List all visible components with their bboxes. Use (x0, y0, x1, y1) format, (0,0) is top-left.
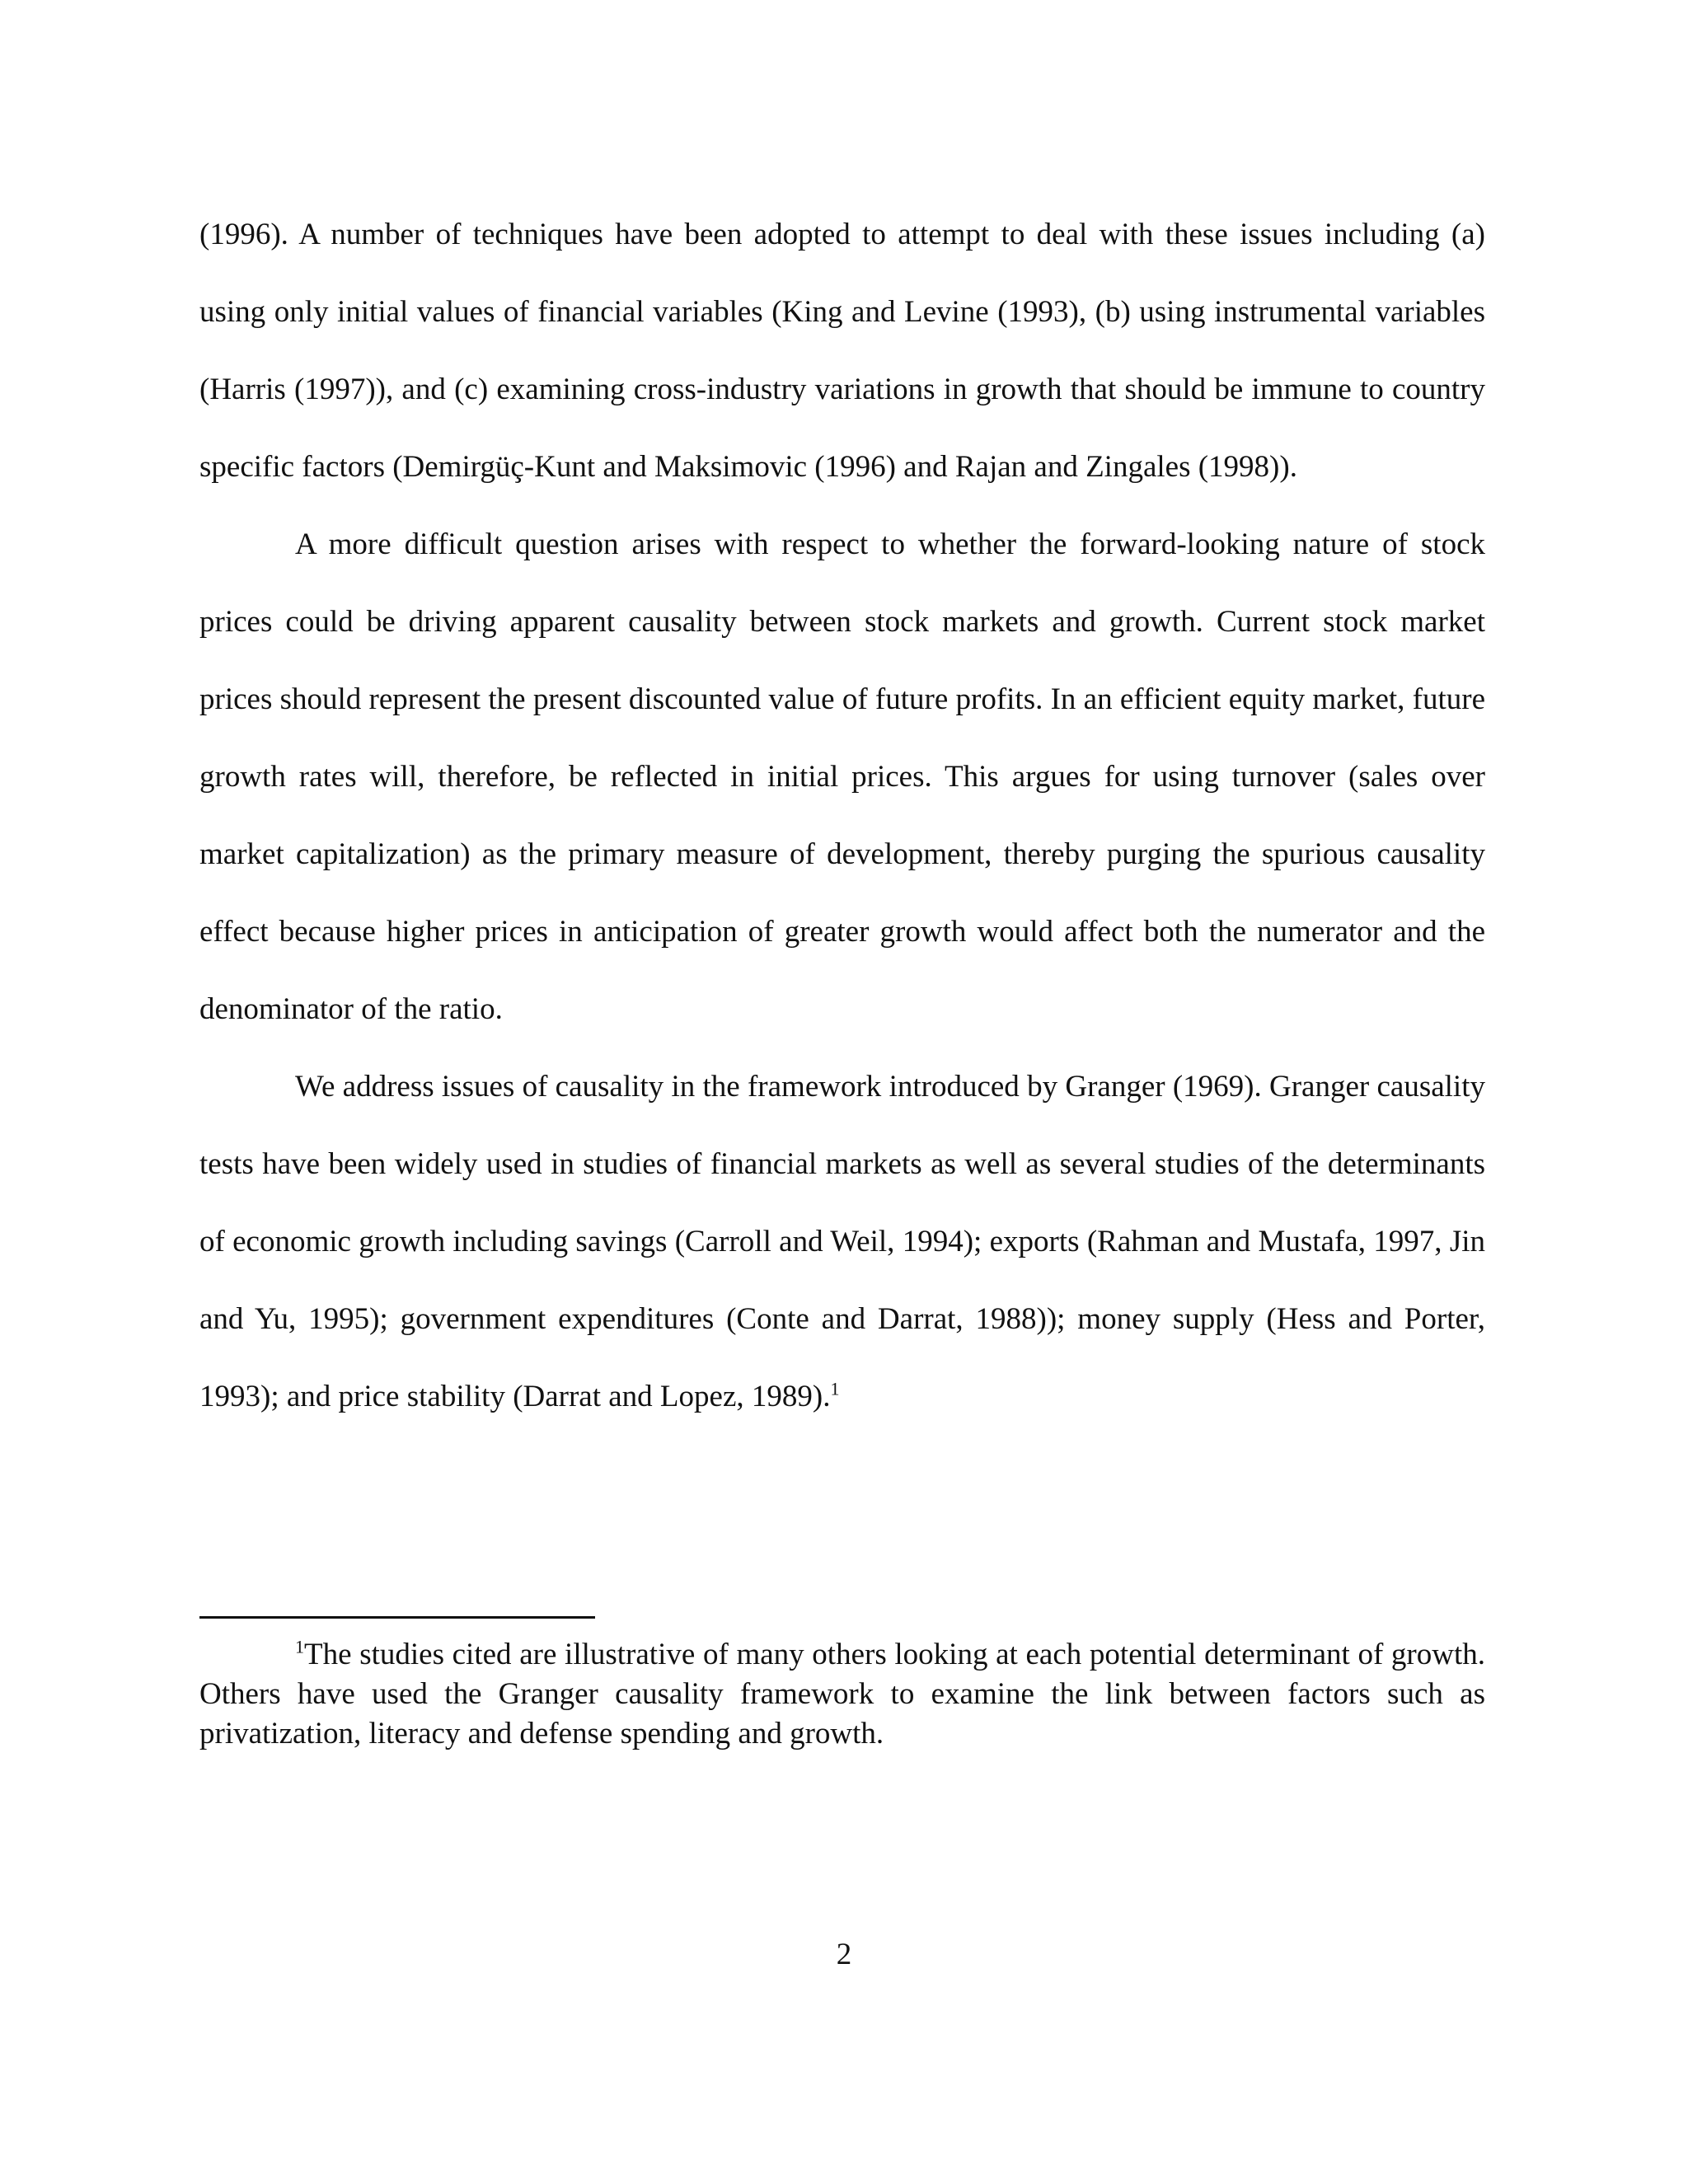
paragraph-stock-prices: A more difficult question arises with respect to whether the forward-looking nature of stock prices could be driving apparent causality between stock markets and growth. Current stock market prices should represent the present discounted value of future profits. In an efficient equity market, future growth rates will, therefore, be reflected in initial prices. This argues for using turnover (sales over market capitalization) as the primary measure of development, thereby purging the spurious causality effect because higher prices in anticipation of greater growth would affect both the numerator and the denominator of the ratio. (199, 527, 1485, 1026)
body-text (199, 196, 1485, 1436)
footnote-marker: 1 (295, 1636, 304, 1657)
paragraph-granger-causality (199, 1048, 1485, 1436)
footnote-reference[interactable]: 1 (830, 1378, 840, 1399)
page-number: 2 (836, 1938, 852, 1971)
footnote (199, 1635, 1485, 1754)
paragraph-continuation: (1996). A number of techniques have been adopted to attempt to deal with these issues including (a) using only initial values of financial variables (King and Levine (1993), (b) using instrumental variables (Harris (1997)), and (c) examining cross-industry variations in growth that should be immune to country specific factors (Demirgüç-Kunt and Maksimovic (1996) and Rajan and Zingales (1998)). (199, 218, 1485, 484)
paragraph-granger-text: We address issues of causality in the framework introduced by Granger (1969). Granger causality tests have been widely used in studies of financial markets as well as several studies of the determinants of economic growth including savings (Carroll and Weil, 1994); exports (Rahman and Mustafa, 1997, Jin and Yu, 1995); government expenditures (Conte and Darrat, 1988)); money supply (Hess and Porter, 1993); and price stability (Darrat and Lopez, 1989). (199, 1070, 1485, 1413)
footnote-separator (199, 1616, 595, 1619)
footnote-text: The studies cited are illustrative of many others looking at each potential determinant of growth. Others have used the Granger causality framework to examine the link between factors such as privatization, literacy and defense spending and growth. (199, 1638, 1485, 1750)
